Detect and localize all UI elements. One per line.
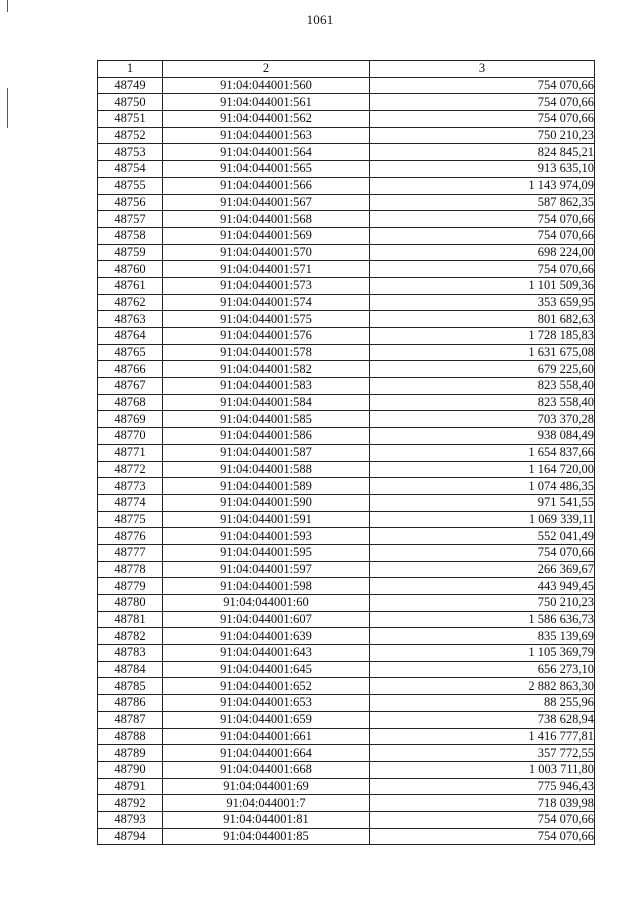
table-row <box>98 411 595 428</box>
value-cell: 754 070,66 <box>370 77 595 94</box>
row-number-cell: 48780 <box>98 595 163 612</box>
value-cell: 2 882 863,30 <box>370 678 595 695</box>
table-row <box>98 511 595 528</box>
table-row <box>98 444 595 461</box>
table-row <box>98 611 595 628</box>
row-number-cell: 48788 <box>98 728 163 745</box>
row-number-cell: 48793 <box>98 811 163 828</box>
table-body <box>98 77 595 845</box>
value-cell: 353 659,95 <box>370 294 595 311</box>
cadastral-number-cell: 91:04:044001:668 <box>163 761 370 778</box>
table-row <box>98 344 595 361</box>
cadastral-number-cell: 91:04:044001:567 <box>163 194 370 211</box>
row-number-cell: 48771 <box>98 444 163 461</box>
cadastral-number-cell: 91:04:044001:563 <box>163 127 370 144</box>
table-row <box>98 428 595 445</box>
row-number-cell: 48776 <box>98 528 163 545</box>
cadastral-number-cell: 91:04:044001:586 <box>163 428 370 445</box>
value-cell: 1 728 185,83 <box>370 328 595 345</box>
table-row <box>98 361 595 378</box>
row-number-cell: 48760 <box>98 261 163 278</box>
value-cell: 938 084,49 <box>370 428 595 445</box>
row-number-cell: 48772 <box>98 461 163 478</box>
table-row <box>98 561 595 578</box>
value-cell: 1 069 339,11 <box>370 511 595 528</box>
row-number-cell: 48762 <box>98 294 163 311</box>
cadastral-number-cell: 91:04:044001:584 <box>163 394 370 411</box>
value-cell: 754 070,66 <box>370 94 595 111</box>
table-row <box>98 678 595 695</box>
value-cell: 1 654 837,66 <box>370 444 595 461</box>
scan-edge-mark <box>7 88 8 128</box>
cadastral-number-cell: 91:04:044001:598 <box>163 578 370 595</box>
value-cell: 754 070,66 <box>370 211 595 228</box>
value-cell: 738 628,94 <box>370 711 595 728</box>
value-cell: 824 845,21 <box>370 144 595 161</box>
table-row <box>98 177 595 194</box>
cadastral-number-cell: 91:04:044001:81 <box>163 811 370 828</box>
table-row <box>98 494 595 511</box>
row-number-cell: 48761 <box>98 277 163 294</box>
row-number-cell: 48767 <box>98 378 163 395</box>
table-row <box>98 77 595 94</box>
cadastral-number-cell: 91:04:044001:639 <box>163 628 370 645</box>
value-cell: 88 255,96 <box>370 695 595 712</box>
cadastral-number-cell: 91:04:044001:85 <box>163 828 370 845</box>
cadastral-number-cell: 91:04:044001:7 <box>163 795 370 812</box>
value-cell: 1 164 720,00 <box>370 461 595 478</box>
cadastral-number-cell: 91:04:044001:607 <box>163 611 370 628</box>
table-row <box>98 394 595 411</box>
registry-table <box>97 60 595 845</box>
table-row <box>98 244 595 261</box>
cadastral-number-cell: 91:04:044001:597 <box>163 561 370 578</box>
value-cell: 823 558,40 <box>370 378 595 395</box>
cadastral-number-cell: 91:04:044001:576 <box>163 328 370 345</box>
table-row <box>98 277 595 294</box>
cadastral-number-cell: 91:04:044001:566 <box>163 177 370 194</box>
row-number-cell: 48763 <box>98 311 163 328</box>
cadastral-number-cell: 91:04:044001:578 <box>163 344 370 361</box>
scan-edge-mark <box>7 0 8 12</box>
value-cell: 1 416 777,81 <box>370 728 595 745</box>
cadastral-number-cell: 91:04:044001:565 <box>163 161 370 178</box>
row-number-cell: 48749 <box>98 77 163 94</box>
table-row <box>98 661 595 678</box>
row-number-cell: 48769 <box>98 411 163 428</box>
value-cell: 698 224,00 <box>370 244 595 261</box>
value-cell: 754 070,66 <box>370 811 595 828</box>
row-number-cell: 48786 <box>98 695 163 712</box>
table-row <box>98 94 595 111</box>
cadastral-number-cell: 91:04:044001:652 <box>163 678 370 695</box>
value-cell: 1 101 509,36 <box>370 277 595 294</box>
value-cell: 754 070,66 <box>370 227 595 244</box>
table-row <box>98 161 595 178</box>
value-cell: 718 039,98 <box>370 795 595 812</box>
page-number: 1061 <box>306 12 334 27</box>
table-row <box>98 544 595 561</box>
value-cell: 971 541,55 <box>370 494 595 511</box>
cadastral-number-cell: 91:04:044001:561 <box>163 94 370 111</box>
row-number-cell: 48790 <box>98 761 163 778</box>
cadastral-number-cell: 91:04:044001:69 <box>163 778 370 795</box>
table-row <box>98 328 595 345</box>
row-number-cell: 48755 <box>98 177 163 194</box>
cadastral-number-cell: 91:04:044001:659 <box>163 711 370 728</box>
table-row <box>98 311 595 328</box>
cadastral-number-cell: 91:04:044001:568 <box>163 211 370 228</box>
value-cell: 754 070,66 <box>370 828 595 845</box>
cadastral-number-cell: 91:04:044001:60 <box>163 595 370 612</box>
cadastral-number-cell: 91:04:044001:591 <box>163 511 370 528</box>
row-number-cell: 48756 <box>98 194 163 211</box>
row-number-cell: 48774 <box>98 494 163 511</box>
row-number-cell: 48789 <box>98 745 163 762</box>
table-row <box>98 261 595 278</box>
row-number-cell: 48753 <box>98 144 163 161</box>
value-cell: 266 369,67 <box>370 561 595 578</box>
row-number-cell: 48754 <box>98 161 163 178</box>
column-header: 3 <box>370 61 595 78</box>
value-cell: 1 003 711,80 <box>370 761 595 778</box>
cadastral-number-cell: 91:04:044001:571 <box>163 261 370 278</box>
row-number-cell: 48784 <box>98 661 163 678</box>
cadastral-number-cell: 91:04:044001:582 <box>163 361 370 378</box>
value-cell: 750 210,23 <box>370 595 595 612</box>
value-cell: 801 682,63 <box>370 311 595 328</box>
value-cell: 1 143 974,09 <box>370 177 595 194</box>
row-number-cell: 48773 <box>98 478 163 495</box>
column-header: 2 <box>163 61 370 78</box>
value-cell: 1 105 369,79 <box>370 645 595 662</box>
table-row <box>98 778 595 795</box>
row-number-cell: 48783 <box>98 645 163 662</box>
cadastral-number-cell: 91:04:044001:590 <box>163 494 370 511</box>
cadastral-number-cell: 91:04:044001:583 <box>163 378 370 395</box>
cadastral-number-cell: 91:04:044001:587 <box>163 444 370 461</box>
cadastral-number-cell: 91:04:044001:645 <box>163 661 370 678</box>
cadastral-number-cell: 91:04:044001:653 <box>163 695 370 712</box>
table-row <box>98 127 595 144</box>
row-number-cell: 48791 <box>98 778 163 795</box>
table-row <box>98 211 595 228</box>
row-number-cell: 48764 <box>98 328 163 345</box>
cadastral-number-cell: 91:04:044001:593 <box>163 528 370 545</box>
table-row <box>98 378 595 395</box>
value-cell: 443 949,45 <box>370 578 595 595</box>
table-row <box>98 194 595 211</box>
row-number-cell: 48778 <box>98 561 163 578</box>
row-number-cell: 48768 <box>98 394 163 411</box>
value-cell: 552 041,49 <box>370 528 595 545</box>
column-header: 1 <box>98 61 163 78</box>
value-cell: 775 946,43 <box>370 778 595 795</box>
table-row <box>98 578 595 595</box>
value-cell: 835 139,69 <box>370 628 595 645</box>
value-cell: 750 210,23 <box>370 127 595 144</box>
cadastral-number-cell: 91:04:044001:569 <box>163 227 370 244</box>
row-number-cell: 48757 <box>98 211 163 228</box>
table-row <box>98 795 595 812</box>
row-number-cell: 48758 <box>98 227 163 244</box>
row-number-cell: 48782 <box>98 628 163 645</box>
row-number-cell: 48766 <box>98 361 163 378</box>
table-row <box>98 695 595 712</box>
table-row <box>98 628 595 645</box>
value-cell: 1 074 486,35 <box>370 478 595 495</box>
table-row <box>98 227 595 244</box>
value-cell: 754 070,66 <box>370 544 595 561</box>
row-number-cell: 48759 <box>98 244 163 261</box>
row-number-cell: 48781 <box>98 611 163 628</box>
cadastral-number-cell: 91:04:044001:643 <box>163 645 370 662</box>
table-row <box>98 761 595 778</box>
table-row <box>98 645 595 662</box>
row-number-cell: 48785 <box>98 678 163 695</box>
table-row <box>98 461 595 478</box>
table-row <box>98 728 595 745</box>
value-cell: 587 862,35 <box>370 194 595 211</box>
table-row <box>98 745 595 762</box>
cadastral-number-cell: 91:04:044001:574 <box>163 294 370 311</box>
cadastral-number-cell: 91:04:044001:564 <box>163 144 370 161</box>
table-row <box>98 828 595 845</box>
value-cell: 913 635,10 <box>370 161 595 178</box>
table-header-row <box>98 61 595 78</box>
cadastral-number-cell: 91:04:044001:560 <box>163 77 370 94</box>
value-cell: 1 631 675,08 <box>370 344 595 361</box>
row-number-cell: 48794 <box>98 828 163 845</box>
cadastral-number-cell: 91:04:044001:589 <box>163 478 370 495</box>
row-number-cell: 48752 <box>98 127 163 144</box>
table-row <box>98 144 595 161</box>
row-number-cell: 48777 <box>98 544 163 561</box>
value-cell: 754 070,66 <box>370 261 595 278</box>
value-cell: 703 370,28 <box>370 411 595 428</box>
row-number-cell: 48792 <box>98 795 163 812</box>
value-cell: 357 772,55 <box>370 745 595 762</box>
cadastral-number-cell: 91:04:044001:562 <box>163 111 370 128</box>
cadastral-number-cell: 91:04:044001:573 <box>163 277 370 294</box>
table-row <box>98 478 595 495</box>
row-number-cell: 48779 <box>98 578 163 595</box>
table-row <box>98 111 595 128</box>
cadastral-number-cell: 91:04:044001:588 <box>163 461 370 478</box>
cadastral-number-cell: 91:04:044001:570 <box>163 244 370 261</box>
table-row <box>98 595 595 612</box>
row-number-cell: 48770 <box>98 428 163 445</box>
row-number-cell: 48750 <box>98 94 163 111</box>
row-number-cell: 48765 <box>98 344 163 361</box>
value-cell: 679 225,60 <box>370 361 595 378</box>
row-number-cell: 48787 <box>98 711 163 728</box>
table-row <box>98 294 595 311</box>
value-cell: 754 070,66 <box>370 111 595 128</box>
row-number-cell: 48775 <box>98 511 163 528</box>
cadastral-number-cell: 91:04:044001:661 <box>163 728 370 745</box>
table-row <box>98 528 595 545</box>
cadastral-number-cell: 91:04:044001:595 <box>163 544 370 561</box>
row-number-cell: 48751 <box>98 111 163 128</box>
cadastral-number-cell: 91:04:044001:664 <box>163 745 370 762</box>
cadastral-number-cell: 91:04:044001:585 <box>163 411 370 428</box>
table-row <box>98 811 595 828</box>
table-row <box>98 711 595 728</box>
cadastral-number-cell: 91:04:044001:575 <box>163 311 370 328</box>
value-cell: 656 273,10 <box>370 661 595 678</box>
value-cell: 823 558,40 <box>370 394 595 411</box>
value-cell: 1 586 636,73 <box>370 611 595 628</box>
